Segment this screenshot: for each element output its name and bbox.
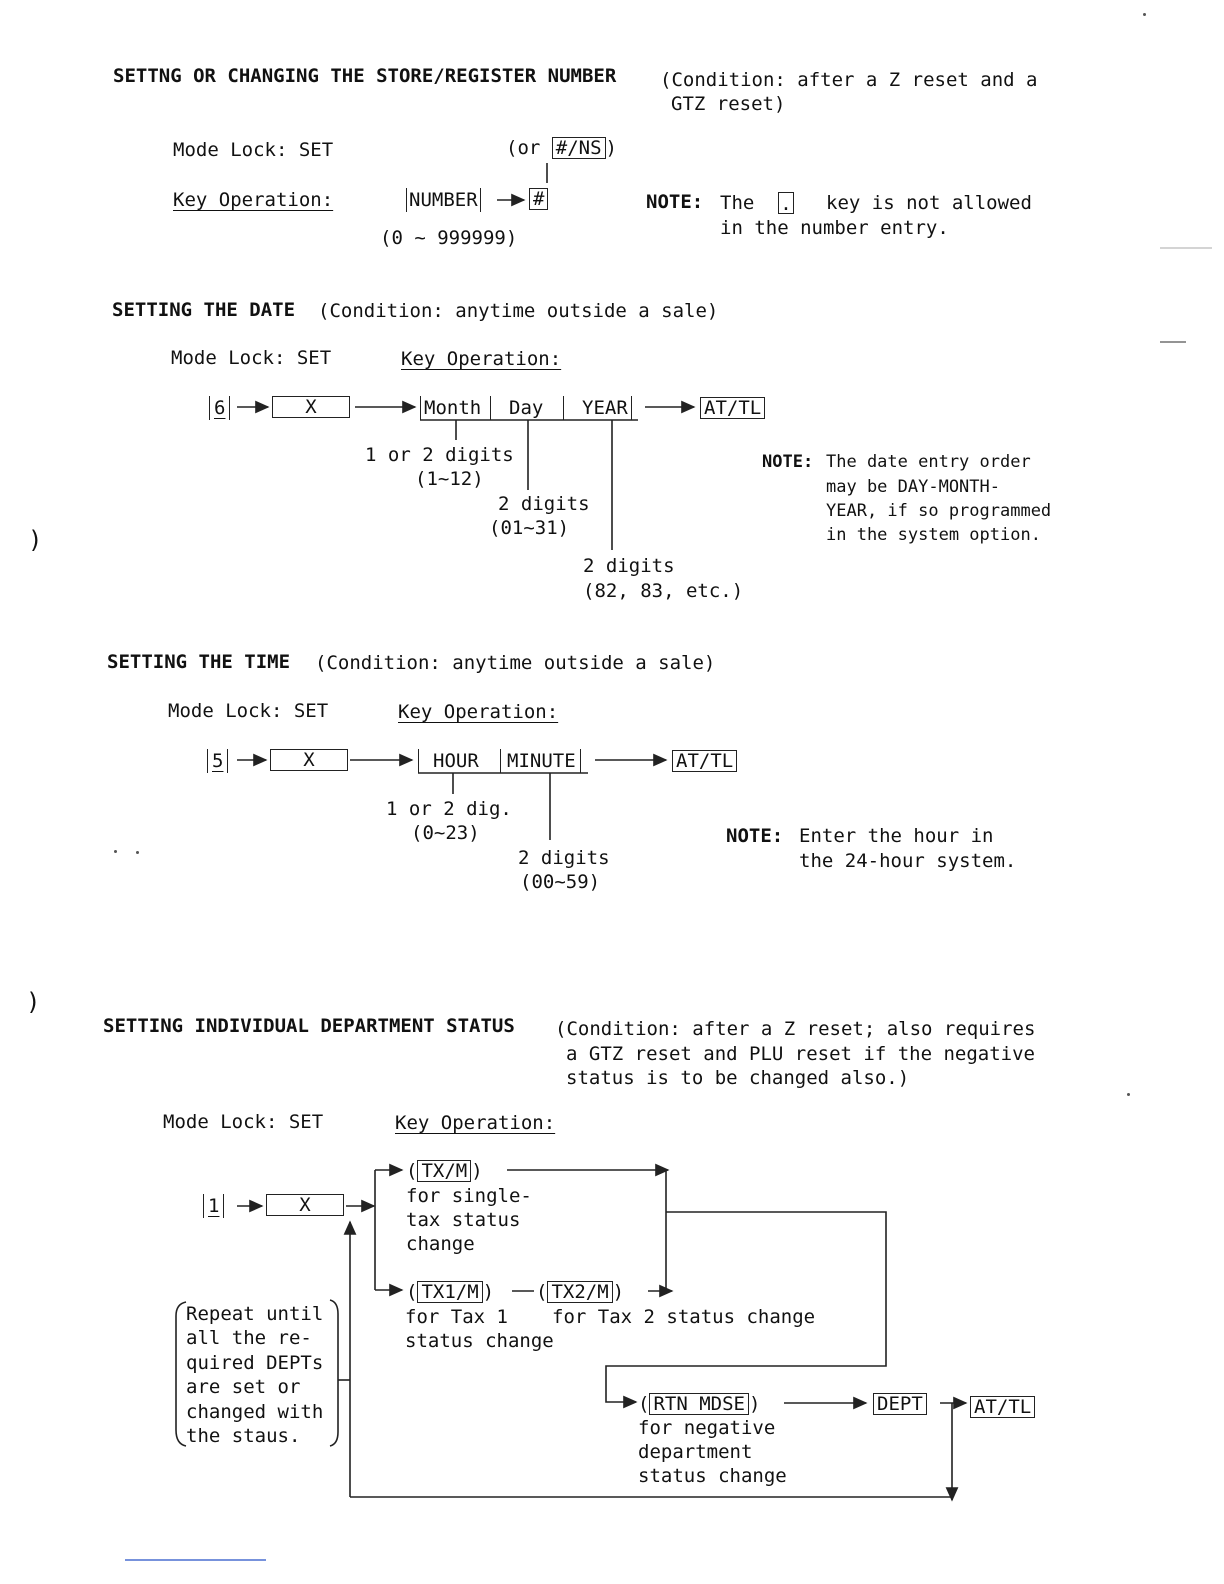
date-note-line1: The date entry order [826, 452, 1031, 472]
time-note-line2: the 24-hour system. [799, 850, 1017, 872]
rtn-group: ( RTN MDSE ) [638, 1393, 761, 1415]
date-x-key: X [272, 396, 350, 418]
time-key-operation: Key Operation: [398, 701, 559, 723]
decimal-key: . [778, 192, 794, 214]
dept-x-key: X [266, 1194, 344, 1216]
margin-paren-mark: ) [28, 526, 43, 554]
alt-key-note [506, 136, 617, 160]
store-note-text: key is not allowed [826, 192, 1032, 214]
single-tax-line1: for single- [406, 1185, 532, 1207]
dept-mode-lock: Mode Lock: SET [163, 1111, 324, 1133]
single-tax-line2: tax status [406, 1209, 521, 1231]
date-note-line3: YEAR, if so programmed [826, 501, 1052, 521]
alt-close: ) [605, 137, 617, 159]
tax2-text: for Tax 2 status change [552, 1306, 816, 1328]
time-hour-digits: 1 or 2 dig. [386, 798, 512, 820]
dept-end-key: AT/TL [970, 1396, 1035, 1418]
dept-start-key-label: 1 [208, 1195, 220, 1217]
time-x-key: X [270, 749, 348, 771]
store-number-condition: (Condition: after a Z reset and a [660, 69, 1038, 91]
margin-paren-mark-2: ) [26, 988, 41, 1016]
scan-speck [1143, 13, 1146, 16]
time-minute-digits: 2 digits [518, 847, 610, 869]
time-condition: (Condition: anytime outside a sale) [315, 652, 716, 674]
date-day-digits: 2 digits [498, 493, 590, 515]
date-day-range: (01~31) [489, 517, 570, 539]
store-note-label: NOTE: [646, 191, 704, 213]
date-title: SETTING THE DATE [112, 299, 296, 321]
single-tax-line3: change [406, 1233, 475, 1255]
time-minute-range: (00~59) [520, 871, 601, 893]
txm-group: ( TX/M ) [406, 1160, 483, 1182]
store-number-range: (0 ~ 999999) [380, 227, 518, 249]
dept-condition-line1: (Condition: after a Z reset; also requires [555, 1018, 1036, 1040]
tx1m-group: ( TX1/M ) [406, 1281, 495, 1303]
txm-key: TX/M [417, 1160, 471, 1182]
date-note-line2: may be DAY-MONTH- [826, 477, 1000, 497]
negative-line1: for negative [638, 1417, 776, 1439]
store-note-text-2: in the number entry. [720, 217, 949, 239]
dept-condition-line2: a GTZ reset and PLU reset if the negative [566, 1043, 1035, 1065]
time-hour-range: (0~23) [411, 822, 480, 844]
tax1-line2: status change [405, 1330, 554, 1352]
store-number-condition-2: GTZ reset) [671, 93, 786, 115]
date-key-operation: Key Operation: [401, 348, 562, 370]
date-note-label: NOTE: [762, 452, 814, 472]
store-number-key-operation: Key Operation: [173, 189, 334, 211]
store-number-mode-lock: Mode Lock: SET [173, 139, 334, 161]
tax1-line1: for Tax 1 [405, 1306, 508, 1328]
repeat-note-line1: Repeat until [186, 1303, 324, 1325]
hash-key: # [529, 188, 548, 210]
time-start-key-label: 5 [212, 750, 224, 772]
date-year-range: (82, 83, etc.) [583, 580, 744, 602]
negative-line2: department [638, 1441, 753, 1463]
dept-start-key [203, 1194, 224, 1218]
date-year-digits: 2 digits [583, 555, 675, 577]
time-hour: HOUR [418, 749, 503, 773]
scan-speck [1127, 1093, 1130, 1096]
time-minute: MINUTE [500, 749, 581, 773]
date-month-digits: 1 or 2 digits [365, 444, 514, 466]
time-title: SETTING THE TIME [107, 651, 291, 673]
repeat-note-line4: are set or [186, 1376, 301, 1398]
date-start-key-label: 6 [214, 397, 226, 419]
scan-speck [114, 850, 117, 853]
ns-key: #/NS [552, 137, 606, 159]
date-mode-lock: Mode Lock: SET [171, 347, 332, 369]
tx2m-key: TX2/M [547, 1281, 612, 1303]
dept-key-operation: Key Operation: [395, 1112, 556, 1134]
tx1m-key: TX1/M [417, 1281, 482, 1303]
repeat-note-line3: quired DEPTs [186, 1352, 324, 1374]
dept-key: DEPT [873, 1393, 927, 1415]
date-condition: (Condition: anytime outside a sale) [318, 300, 719, 322]
number-key: NUMBER [406, 188, 481, 212]
alt-open: (or [506, 137, 541, 159]
store-number-title: SETTNG OR CHANGING THE STORE/REGISTER NUMBER [113, 65, 617, 87]
time-note-line1: Enter the hour in [799, 825, 994, 847]
date-start-key [209, 396, 230, 420]
date-note-line4: in the system option. [826, 525, 1041, 545]
date-year: YEAR [563, 396, 632, 420]
repeat-note-line5: changed with [186, 1401, 324, 1423]
repeat-note-line2: all the re- [186, 1327, 312, 1349]
date-month: Month [420, 396, 481, 420]
dept-condition-line3: status is to be changed also.) [566, 1067, 910, 1089]
scan-speck [136, 851, 139, 854]
negative-line3: status change [638, 1465, 787, 1487]
store-note-the: The [720, 192, 755, 214]
dept-title: SETTING INDIVIDUAL DEPARTMENT STATUS [103, 1015, 515, 1037]
time-end-key: AT/TL [672, 750, 737, 772]
rtn-mdse-key: RTN MDSE [649, 1393, 749, 1415]
time-mode-lock: Mode Lock: SET [168, 700, 329, 722]
date-day: Day [490, 396, 543, 420]
time-note-label: NOTE: [726, 825, 784, 847]
time-start-key [207, 749, 228, 773]
tx2m-group: ( TX2/M ) [536, 1281, 625, 1303]
repeat-note-line6: the staus. [186, 1425, 301, 1447]
date-end-key: AT/TL [700, 397, 765, 419]
date-month-range: (1~12) [415, 468, 484, 490]
